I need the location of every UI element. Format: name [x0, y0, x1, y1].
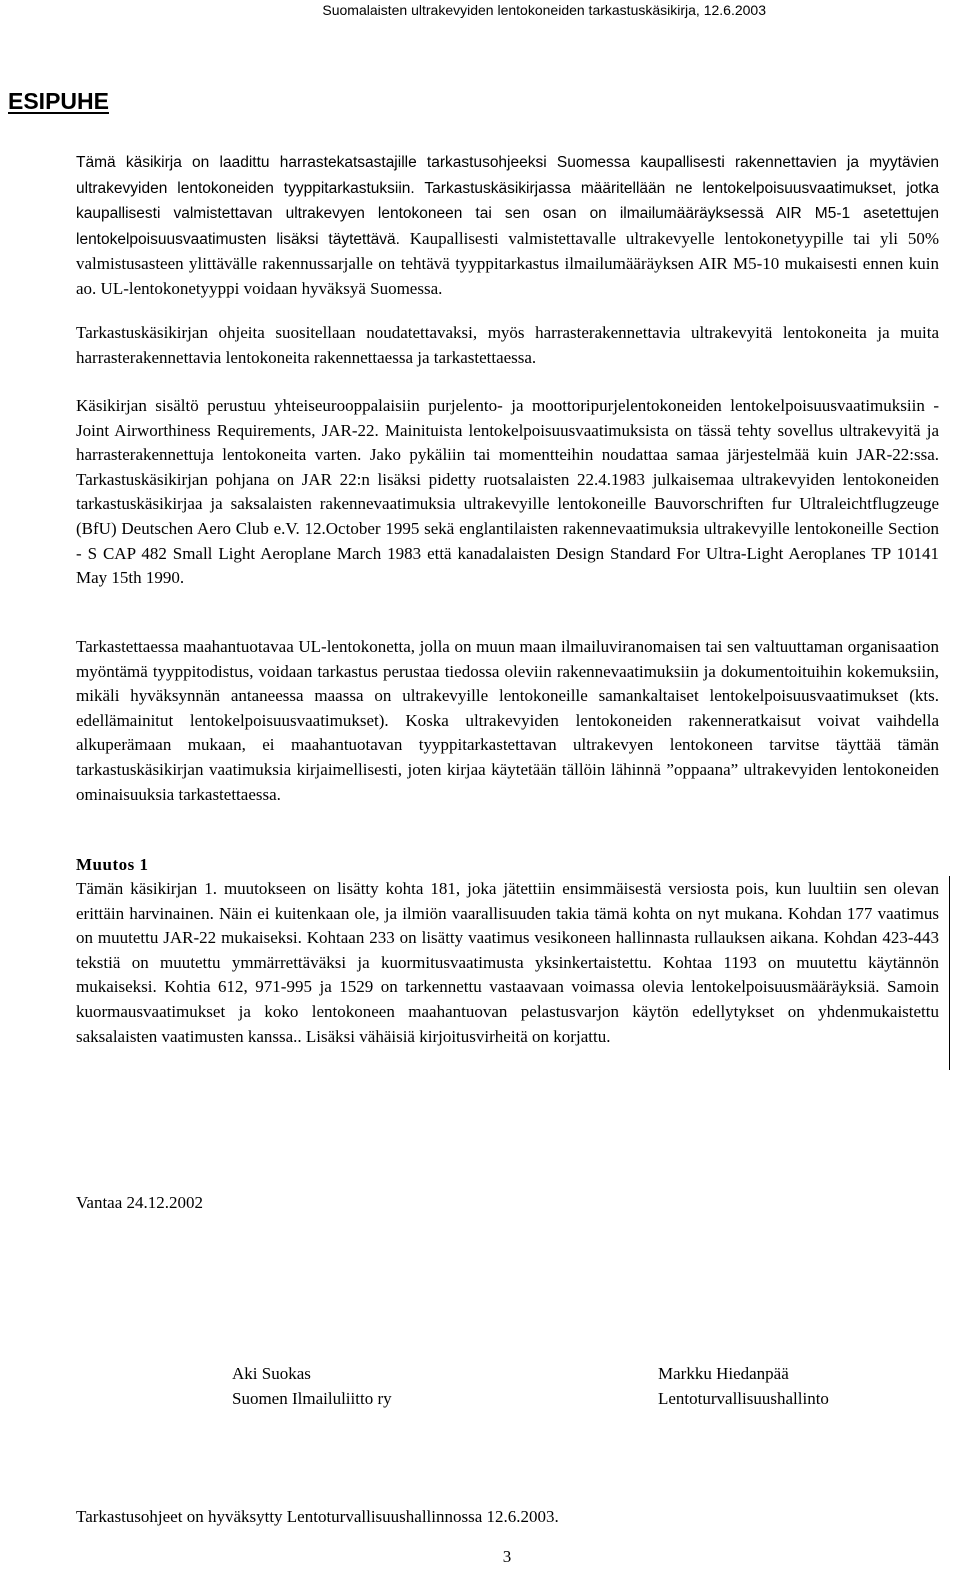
signature-block-left [232, 1361, 392, 1411]
preface-paragraph-basis: Käsikirjan sisältö perustuu yhteiseurooppalaisiin purjelento- ja moottoripurjelentokoneiden lentokelpoisuusvaatimuksiin - Joint Airworthiness Requirements, JAR-22. Mainituista lentokelpoisuusvaatimuksista on tässä tehty sovellus ultrakevyitä ja harrasterakennettuja lentokoneita varten. Jako pykäliin tai momentteihin noudattaa samaa järjestelmää kuin JAR-22:ssa. Tarkastuskäsikirjan pohjana on JAR 22:n lisäksi pidetty ruotsalaisten 22.4.1983 julkaisemaa ultrakevyiden lentokoneiden tarkastuskäsikirjaa ja saksalaisten rakennevaatimuksia ultrakevyille lentokoneille Bauvorschriften fur Ultraleichtflugzeuge (BfU) Deutschen Aero Club e.V. 12.October 1995 sekä englantilaisten rakennevaatimuksia ultrakevyille lentokoneille Section - S CAP 482 Small Light Aeroplane March 1983 että kanadalaisten Design Standard For Ultra-Light Aeroplanes TP 10141 May 15th 1990. [76, 396, 939, 588]
running-header: Suomalaisten ultrakevyiden lentokoneiden tarkastuskäsikirja, 12.6.2003 [322, 2, 766, 18]
intro-sentence-sans: Tämä käsikirja on laadittu harrastekatsastajille tarkastusohjeeksi Suomessa kaupallisesti rakennettavien ja myytävien ultrakevyiden lentokoneiden tyyppitarkastuksiin. Tarkastuskäsikirjassa määritellään ne lentokelpoisuusvaatimukset, jotka kaupallisesti valmistettavan ultrakevyen lentokoneen tai sen osan on ilmailumääräyksessä AIR M5-1 asetettujen lentokelpoisuusvaatimusten lisäksi täytettävä. [76, 154, 939, 248]
intro-sentence-serif: Kaupallisesti valmistettavalle ultrakevyelle lentokonetyypille tai yli 50% valmistusasteen ylittävälle rakennussarjalle on tehtävä tyyppitarkastus ilmailumääräyksen AIR M5-10 mukaisesti ennen kuin ao. UL-lentokonetyyppi voidaan hyväksyä Suomessa. [76, 228, 940, 298]
signatory-name: Markku Hiedanpää [658, 1364, 789, 1383]
change-paragraph: Tämän käsikirjan 1. muutokseen on lisätty kohta 181, joka jätettiin ensimmäisestä versiosta pois, kun luultiin sen olevan erittäin harvinainen. Näin ei kuitenkaan ole, ja ilmiön vaarallisuuden takia tämä kohta on nyt mukana. Kohdan 177 vaatimus on muutettu JAR-22 mukaiseksi. Kohtaan 233 on lisätty vaatimus vesikoneen hallinnasta rullauksen aikana. Kohdan 423-443 tekstiä on muutettu ymmärrettäväksi ja kuormitusvaatimusta yksinkertaistettu. Kohtaa 1193 on muutettu käytännön mukaiseksi. Kohtia 612, 971-995 ja 1529 on tarkennettu vastaavaan voimassa olevia lentokelpoisuusmääräyksiä. Samoin kuormausvaatimukset ja koko lentokoneen maahantuovan pelastusvarjon käytön edellytykset on yhdenmukaistettu saksalaisten vaatimusten kanssa.. Lisäksi vähäisiä kirjoitusvirheitä on korjattu. [76, 879, 939, 1046]
signatory-organization: Suomen Ilmailuliitto ry [232, 1389, 392, 1408]
place-date: Vantaa 24.12.2002 [76, 1193, 204, 1212]
revision-bar [949, 876, 950, 1070]
signatory-name: Aki Suokas [232, 1364, 311, 1383]
preface-paragraph-intro [76, 150, 939, 302]
approval-note: Tarkastusohjeet on hyväksytty Lentoturvallisuushallinnossa 12.6.2003. [76, 1507, 559, 1526]
page-number: 3 [502, 1547, 512, 1566]
page-title: ESIPUHE [8, 88, 109, 114]
preface-paragraph-recommendation: Tarkastuskäsikirjan ohjeita suositellaan noudatettavaksi, myös harrasterakennettavia ultrakevyitä lentokoneita ja muita harrasterakennettavia lentokoneita rakennettaessa ja tarkastettaessa. [76, 323, 939, 367]
signatory-organization: Lentoturvallisuushallinto [658, 1389, 829, 1408]
change-heading: Muutos 1 [76, 855, 149, 874]
preface-paragraph-imports: Tarkastettaessa maahantuotavaa UL-lentokonetta, jolla on muun maan ilmailuviranomaisen tai sen valtuuttaman organisaation myöntämä tyyppitodistus, voidaan tarkastus perustaa tiedossa oleviin rakennevaatimuksiin ja dokumentoituihin kokemuksiin, mikäli hyväksynnän antaneessa maassa on ultrakevyille lentokoneille samankaltaiset lentokelpoisuusvaatimukset (kts. edellämainitut lentokelpoisuusvaatimukset). Koska ultrakevyiden lentokoneiden rakenneratkaisut voivat vaihdella alkuperämaan mukaan, ei maahantuotavan tyyppitarkastettavan ultrakevyen lentokoneen tarvitse täyttää tämän tarkastuskäsikirjan vaatimuksia kirjaimellisesti, joten kirjaa käytetään tällöin lähinnä ”oppaana” ultrakevyiden lentokoneiden ominaisuuksia tarkastettaessa. [76, 637, 939, 804]
signature-block-right [658, 1361, 829, 1411]
